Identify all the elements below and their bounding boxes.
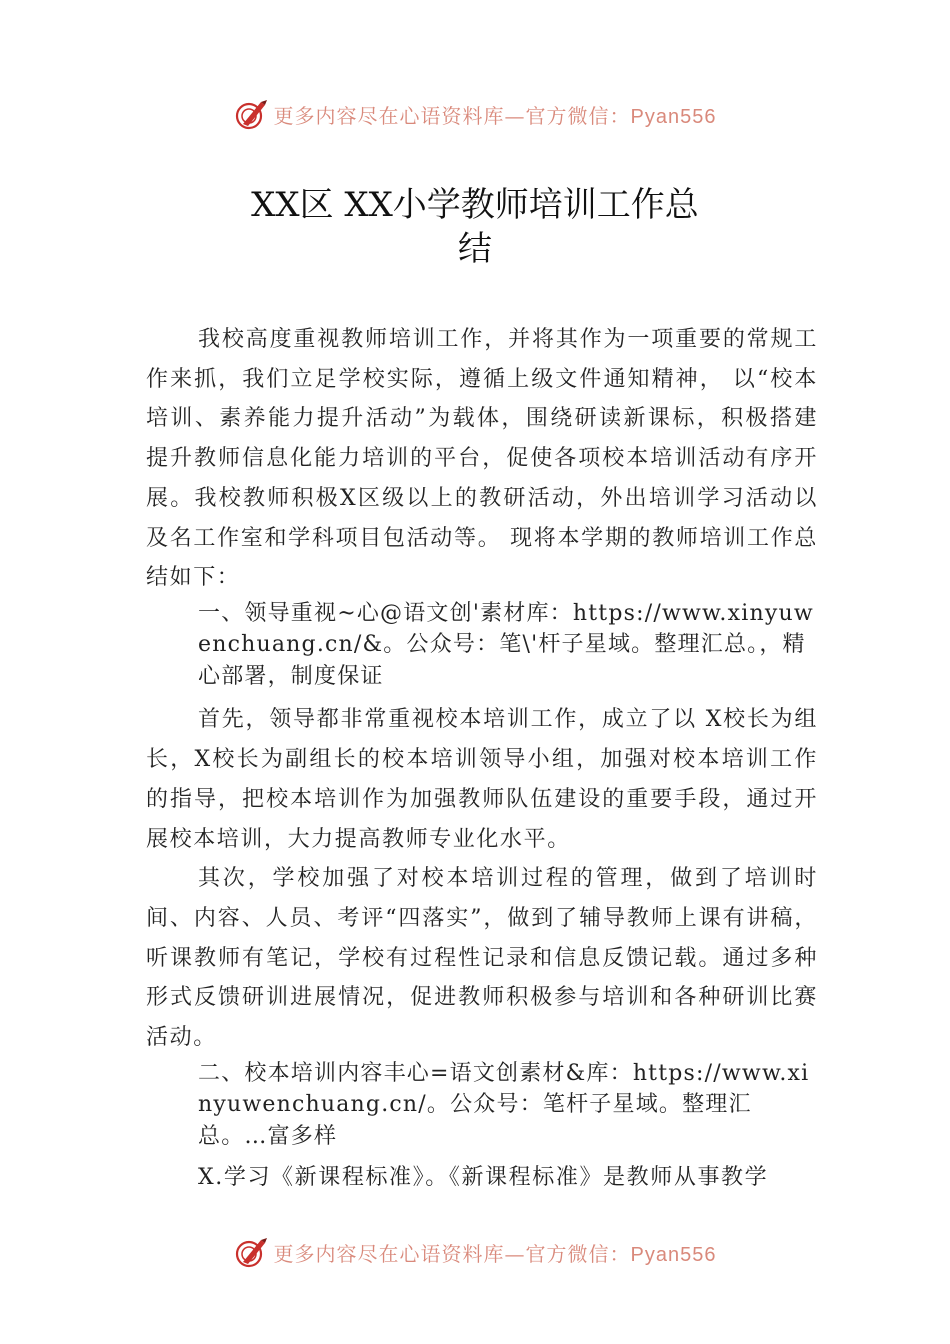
watermark-text: 更多内容尽在心语资料库—官方微信：Pyan556 xyxy=(273,103,717,128)
pen-logo-icon xyxy=(234,97,268,131)
section-heading-2: 二、校本培训内容丰心=语文创素材&库：https://www.xinyuwenchuang.cn/。公众号：笔杆子星域。整理汇总。…富多样 xyxy=(198,1060,810,1149)
paragraph-2: 其次，学校加强了对校本培训过程的管理，做到了培训时间、内容、人员、考评“四落实”，做到了辅导教师上课有讲稿，听课教师有笔记，学校有过程性记录和信息反馈记载。通过多种形式反馈研训进展情况，促进教师积极参与培训和各种研训比赛活动。 xyxy=(146,866,818,1051)
pen-logo-icon xyxy=(234,1235,268,1269)
document-title xyxy=(0,183,950,271)
watermark-banner-top xyxy=(0,94,950,134)
title-line-1: XX区 XX小学教师培训工作总 xyxy=(251,185,699,225)
intro-paragraph: 我校高度重视教师培训工作，并将其作为一项重要的常规工作来抓，我们立足学校实际，遵循上级文件通知精神， 以“校本培训、素养能力提升活动”为载体，围绕研读新课标，积极搭建提升教师信息化能力培训的平台，促使各项校本培训活动有序开展。我校教师积极X区级以上的教研活动，外出培训学习活动以及名工作室和学科项目包活动等。 现将本学期的教师培训工作总结如下： xyxy=(146,327,818,591)
section-heading-1: 一、领导重视~心@语文创'素材库：https://www.xinyuwenchuang.cn/&。公众号：笔\'杆子星域。整理汇总。，精心部署，制度保证 xyxy=(198,600,814,689)
watermark-text: 更多内容尽在心语资料库—官方微信：Pyan556 xyxy=(273,1241,717,1266)
paragraph-3: X.学习《新课程标准》。《新课程标准》是教师从事教学 xyxy=(198,1165,769,1191)
paragraph-1: 首先，领导都非常重视校本培训工作，成立了以 X校长为组长，X校长为副组长的校本培训领导小组，加强对校本培训工作的指导，把校本培训作为加强教师队伍建设的重要手段，通过开展校本培训，大力提高教师专业化水平。 xyxy=(146,707,818,852)
watermark-banner-bottom xyxy=(0,1232,950,1272)
title-line-2: 结 xyxy=(458,229,492,269)
document-body xyxy=(146,320,818,1198)
